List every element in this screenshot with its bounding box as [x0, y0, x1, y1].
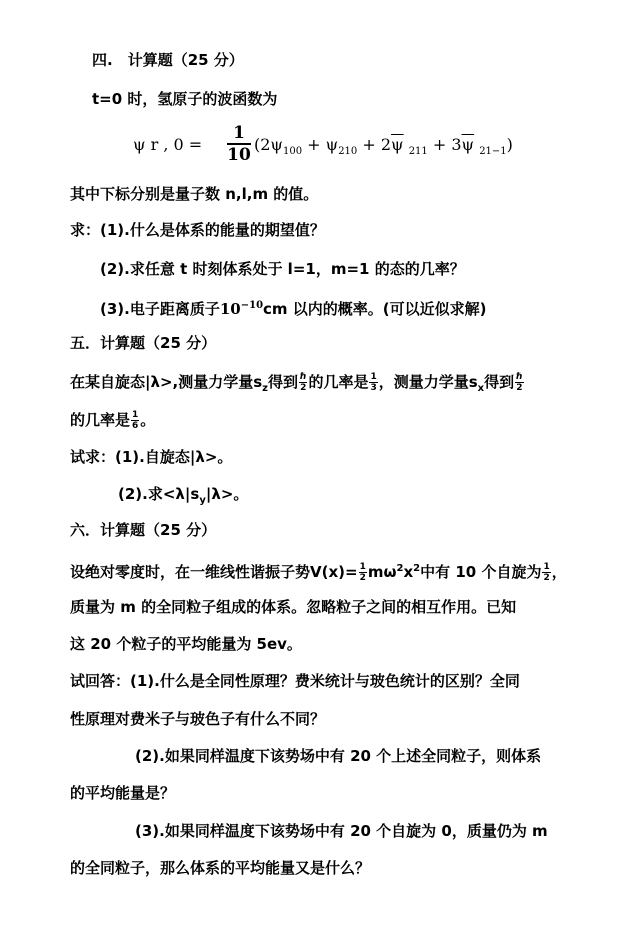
l2a: 的几率是	[70, 411, 131, 429]
l1d: ，测量力学量s	[378, 373, 478, 391]
hbar-over-2	[299, 372, 307, 393]
section4-note: 其中下标分别是量子数 n,l,m 的值。	[70, 185, 319, 203]
frac-num: 1	[132, 410, 139, 420]
section5-question2	[118, 484, 248, 511]
l1b: 得到	[268, 373, 299, 391]
x-sup: 2	[413, 563, 421, 574]
frac-den: 2	[359, 573, 366, 583]
term3-sub: 211	[408, 146, 428, 158]
frac-den: 2	[300, 383, 307, 393]
frac-den: 3	[370, 383, 377, 393]
frac-num: 1	[370, 372, 377, 382]
l2b: 。	[140, 411, 156, 429]
coefficient-numerator: 1	[233, 123, 245, 143]
section6-heading: 六．计算题（25 分）	[70, 521, 217, 539]
one-sixth	[131, 410, 139, 431]
section6-line9: 的全同粒子，那么体系的平均能量又是什么？	[70, 859, 371, 877]
one-half	[359, 562, 367, 583]
rhs-plus2: + 2	[357, 135, 392, 154]
section5-heading: 五．计算题（25 分）	[70, 334, 217, 352]
section5-line1	[70, 372, 525, 399]
l1e: ，	[551, 563, 567, 581]
frac-num: 1	[543, 562, 550, 572]
omega-sup: 2	[396, 563, 404, 574]
wavefunction-lhs: ψ r , 0 =	[133, 135, 203, 154]
term1-sub: 100	[282, 146, 303, 158]
section4-heading: 四. 计算题（25 分）	[92, 51, 244, 69]
sx-sub: x	[477, 383, 485, 394]
hbar-over-2b	[515, 372, 523, 393]
q2a: (2).求<λ|s	[118, 485, 200, 503]
frac-num: ℏ	[300, 372, 307, 382]
l1b: mω	[367, 563, 397, 581]
l1e: 得到	[484, 373, 515, 391]
spin-one-half	[542, 562, 550, 583]
term4-sub: 21−1	[479, 146, 507, 158]
l1a: 设绝对零度时，在一维线性谐振子势V(x)=	[70, 563, 358, 581]
frac-den: 2	[516, 383, 523, 393]
section6-line8: (3).如果同样温度下该势场中有 20 个自旋为 0，质量仍为 m	[135, 822, 548, 840]
section4-question3	[100, 296, 487, 319]
wavefunction-rhs	[254, 135, 513, 162]
section6-line2: 质量为 m 的全同粒子组成的体系。忽略粒子之间的相互作用。已知	[70, 598, 517, 616]
section5-line2	[70, 410, 155, 431]
l1a: 在某自旋态|λ>,测量力学量s	[70, 373, 263, 391]
q3-pre: (3).电子距离质子	[100, 300, 220, 318]
section6-line1	[70, 559, 567, 583]
one-third	[369, 372, 377, 393]
section4-question1: 求：(1).什么是体系的能量的期望值？	[70, 221, 325, 239]
l1d: 中有 10 个自旋为	[420, 563, 542, 581]
section6-line5: 性原理对费米子与玻色子有什么不同？	[70, 710, 326, 728]
rhs-plus1: + ψ	[302, 135, 339, 154]
q2b: |λ>。	[205, 485, 249, 503]
frac-num: 1	[359, 562, 366, 572]
l1c: x	[403, 563, 414, 581]
rhs-open: (2ψ	[254, 135, 283, 154]
section6-line4: 试回答：(1).什么是全同性原理？费米统计与玻色统计的区别？全同	[70, 672, 520, 690]
rhs-close: )	[506, 135, 513, 154]
section6-line3: 这 20 个粒子的平均能量为 5ev。	[70, 635, 302, 653]
term3-psi: $\overline{\psi}$	[391, 135, 404, 154]
wavefunction-coefficient	[227, 124, 251, 164]
l1c: 的几率是	[308, 373, 369, 391]
rhs-plus3: + 3	[427, 135, 462, 154]
q3-base: 10	[219, 300, 241, 318]
frac-den: 2	[543, 573, 550, 583]
section4-question2: (2).求任意 t 时刻体系处于 l=1，m=1 的态的几率？	[100, 260, 465, 278]
term4-psi: $\overline{\psi}$	[461, 135, 475, 154]
q3-post: cm 以内的概率。(可以近似求解)	[263, 300, 487, 318]
term2-sub: 210	[338, 146, 358, 158]
section6-line6: (2).如果同样温度下该势场中有 20 个上述全同粒子，则体系	[135, 747, 542, 765]
sz-sub: z	[262, 383, 268, 394]
frac-den: 6	[132, 421, 139, 431]
frac-num: ℏ	[516, 372, 523, 382]
section4-intro: t=0 时，氢原子的波函数为	[92, 90, 278, 108]
section6-line7: 的平均能量是？	[70, 784, 176, 802]
coefficient-denominator: 10	[227, 145, 251, 165]
sy-sub: y	[199, 495, 206, 506]
section5-question1: 试求：(1).自旋态|λ>。	[70, 448, 233, 466]
q3-exp: −10	[240, 300, 264, 311]
